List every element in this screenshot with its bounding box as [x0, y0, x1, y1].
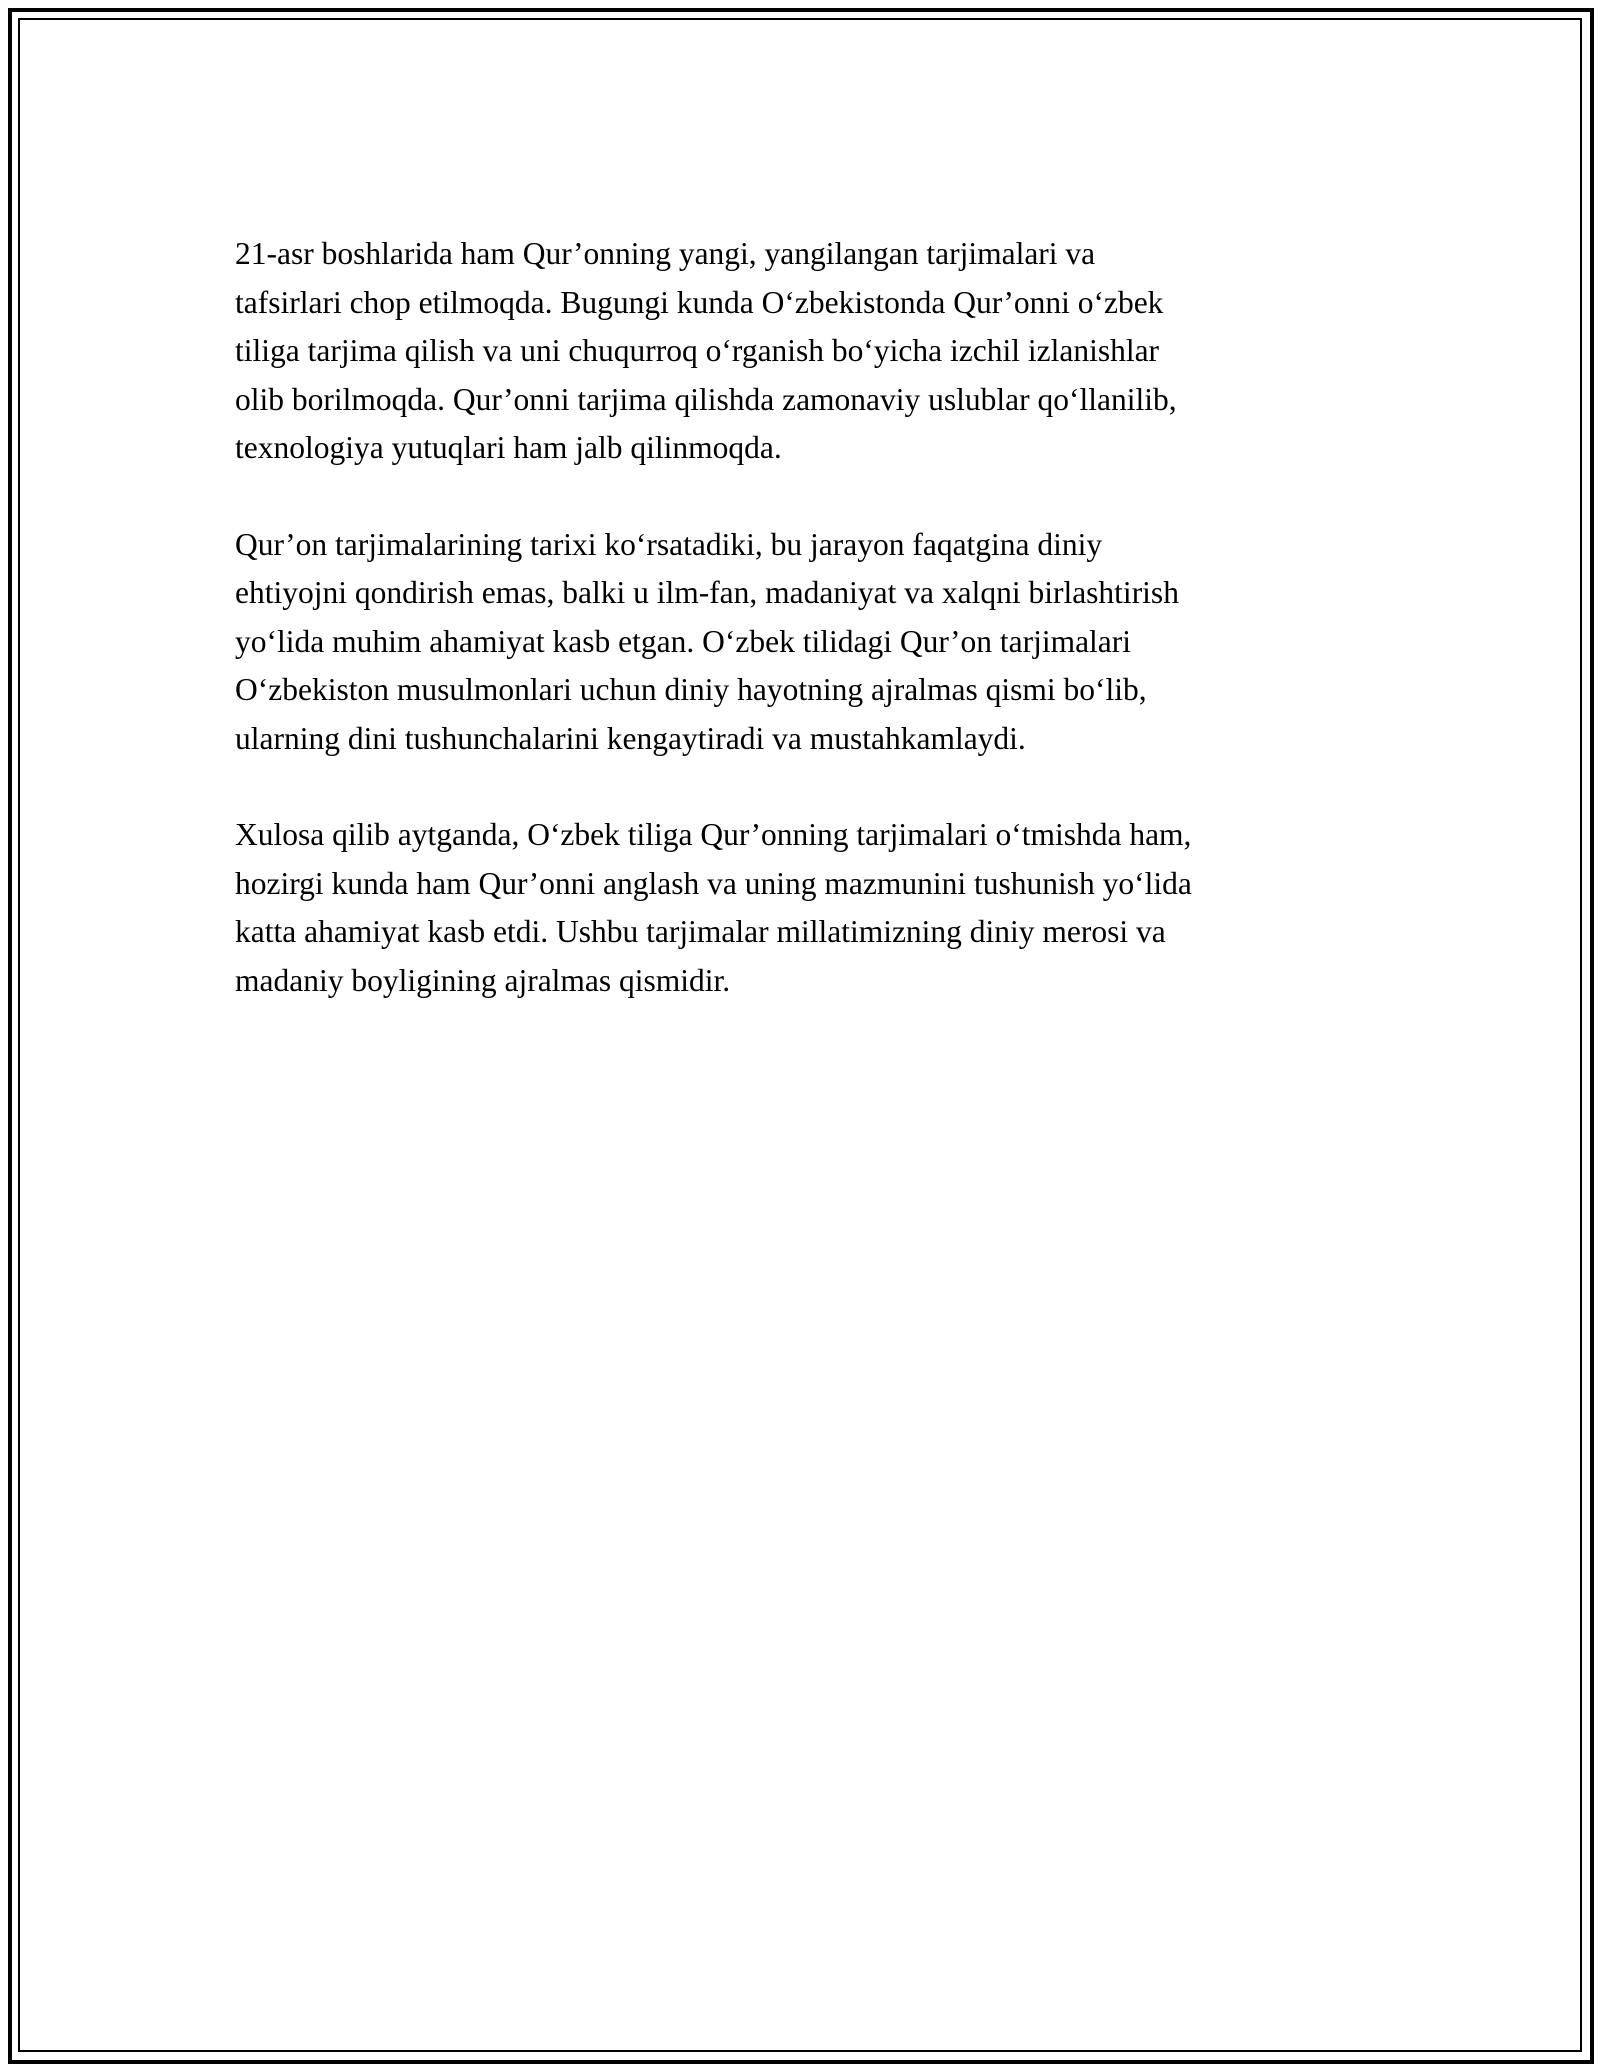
text-line: tiliga tarjima qilish va uni chuqurroq o‘rganish bo‘yicha izchil izlanishlar	[235, 333, 1160, 368]
text-line: hozirgi kunda ham Qur’onni anglash va uning mazmunini tushunish yo‘lida	[235, 865, 1192, 901]
paragraph-1	[235, 230, 1365, 473]
text-line: madaniy boyligining ajralmas qismidir.	[235, 962, 731, 998]
text-line: O‘zbekiston musulmonlari uchun diniy hayotning ajralmas qismi bo‘lib,	[235, 672, 1147, 707]
text-line: Qur’on tarjimalarining tarixi ko‘rsatadiki, bu jarayon faqatgina diniy	[235, 526, 1103, 562]
text-line: ehtiyojni qondirish emas, balki u ilm-fan, madaniyat va xalqni birlashtirish	[235, 575, 1179, 610]
text-line: ularning dini tushunchalarini kengaytiradi va mustahkamlaydi.	[235, 720, 1026, 756]
text-line: 21-asr boshlarida ham Qur’onning yangi, yangilangan tarjimalari va	[235, 236, 1096, 271]
text-line: tafsirlari chop etilmoqda. Bugungi kunda O‘zbekistonda Qur’onni o‘zbek	[235, 284, 1164, 320]
paragraph-2	[235, 521, 1365, 764]
text-line: katta ahamiyat kasb etdi. Ushbu tarjimalar millatimizning diniy merosi va	[235, 914, 1166, 949]
text-line: yo‘lida muhim ahamiyat kasb etgan. O‘zbek tilidagi Qur’on tarjimalari	[235, 623, 1132, 659]
paragraph-3	[235, 811, 1365, 1005]
text-line: texnologiya yutuqlari ham jalb qilinmoqda.	[235, 430, 782, 465]
text-line: Xulosa qilib aytganda, O‘zbek tiliga Qur’onning tarjimalari o‘tmishda ham,	[235, 817, 1192, 852]
document-body	[235, 230, 1365, 1053]
text-line: olib borilmoqda. Qur’onni tarjima qilishda zamonaviy uslublar qo‘llanilib,	[235, 381, 1177, 417]
